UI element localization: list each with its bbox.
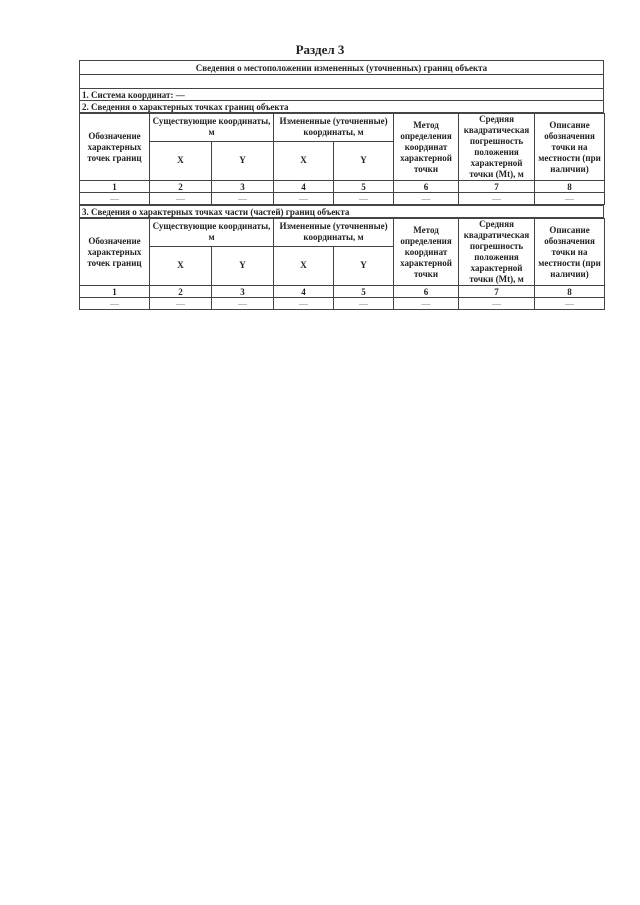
col-method-header: Метод определения координат характерной точки: [394, 114, 459, 181]
col-changed-x-header: X: [274, 246, 334, 285]
column-number-row: [80, 286, 605, 298]
part3-heading-table: [79, 205, 604, 218]
col-description-header: Описание обозначения точки на местности (при наличии): [535, 114, 605, 181]
col-existing-y-header: Y: [212, 141, 274, 180]
column-number: 4: [274, 286, 334, 298]
table-row: [80, 298, 605, 310]
section-3-form: [79, 60, 604, 310]
col-changed-header: Измененные (уточненные) координаты, м: [274, 219, 394, 247]
table-cell: —: [334, 298, 394, 310]
part2-heading: 2. Сведения о характерных точках границ объекта: [80, 101, 604, 113]
header-table: [79, 60, 604, 113]
table-cell: —: [274, 298, 334, 310]
table-cell: —: [212, 193, 274, 205]
col-description-header: Описание обозначения точки на местности (при наличии): [535, 219, 605, 286]
col-existing-header: Существующие координаты, м: [150, 219, 274, 247]
column-number: 7: [459, 286, 535, 298]
column-number: 5: [334, 181, 394, 193]
col-accuracy-header: Средняя квадратическая погрешность положения характерной точки (Mt), м: [459, 114, 535, 181]
column-number-row: [80, 181, 605, 193]
column-number: 2: [150, 181, 212, 193]
column-number: 1: [80, 181, 150, 193]
col-existing-y-header: Y: [212, 246, 274, 285]
part3-heading: 3. Сведения о характерных точках части (частей) границ объекта: [80, 206, 604, 218]
table-cell: —: [212, 298, 274, 310]
column-number: 1: [80, 286, 150, 298]
table-cell: —: [535, 193, 605, 205]
column-number: 6: [394, 181, 459, 193]
column-number: 6: [394, 286, 459, 298]
blank-row: [80, 75, 604, 89]
table-cell: —: [274, 193, 334, 205]
column-number: 5: [334, 286, 394, 298]
section-title: Раздел 3: [295, 42, 345, 57]
col-existing-x-header: X: [150, 246, 212, 285]
column-number: 2: [150, 286, 212, 298]
table-cell: —: [80, 193, 150, 205]
part2-points-table: [79, 113, 605, 205]
column-number: 3: [212, 286, 274, 298]
table-cell: —: [150, 298, 212, 310]
column-number: 7: [459, 181, 535, 193]
table-cell: —: [394, 193, 459, 205]
table-cell: —: [150, 193, 212, 205]
column-number: 4: [274, 181, 334, 193]
col-designation-header: Обозначение характерных точек границ: [80, 114, 150, 181]
coordinate-system-row: 1. Система координат: —: [80, 89, 604, 101]
col-designation-header: Обозначение характерных точек границ: [80, 219, 150, 286]
col-changed-y-header: Y: [334, 246, 394, 285]
column-number: 8: [535, 181, 605, 193]
table-cell: —: [459, 193, 535, 205]
table-row: [80, 193, 605, 205]
table-cell: —: [334, 193, 394, 205]
column-number: 3: [212, 181, 274, 193]
col-changed-header: Измененные (уточненные) координаты, м: [274, 114, 394, 142]
form-caption: Сведения о местоположении измененных (уточненных) границ объекта: [80, 61, 604, 75]
table-cell: —: [394, 298, 459, 310]
table-cell: —: [459, 298, 535, 310]
col-accuracy-header: Средняя квадратическая погрешность положения характерной точки (Mt), м: [459, 219, 535, 286]
col-existing-header: Существующие координаты, м: [150, 114, 274, 142]
table-cell: —: [535, 298, 605, 310]
column-number: 8: [535, 286, 605, 298]
part3-points-table: [79, 218, 605, 310]
col-changed-x-header: X: [274, 141, 334, 180]
col-method-header: Метод определения координат характерной точки: [394, 219, 459, 286]
table-cell: —: [80, 298, 150, 310]
col-existing-x-header: X: [150, 141, 212, 180]
col-changed-y-header: Y: [334, 141, 394, 180]
